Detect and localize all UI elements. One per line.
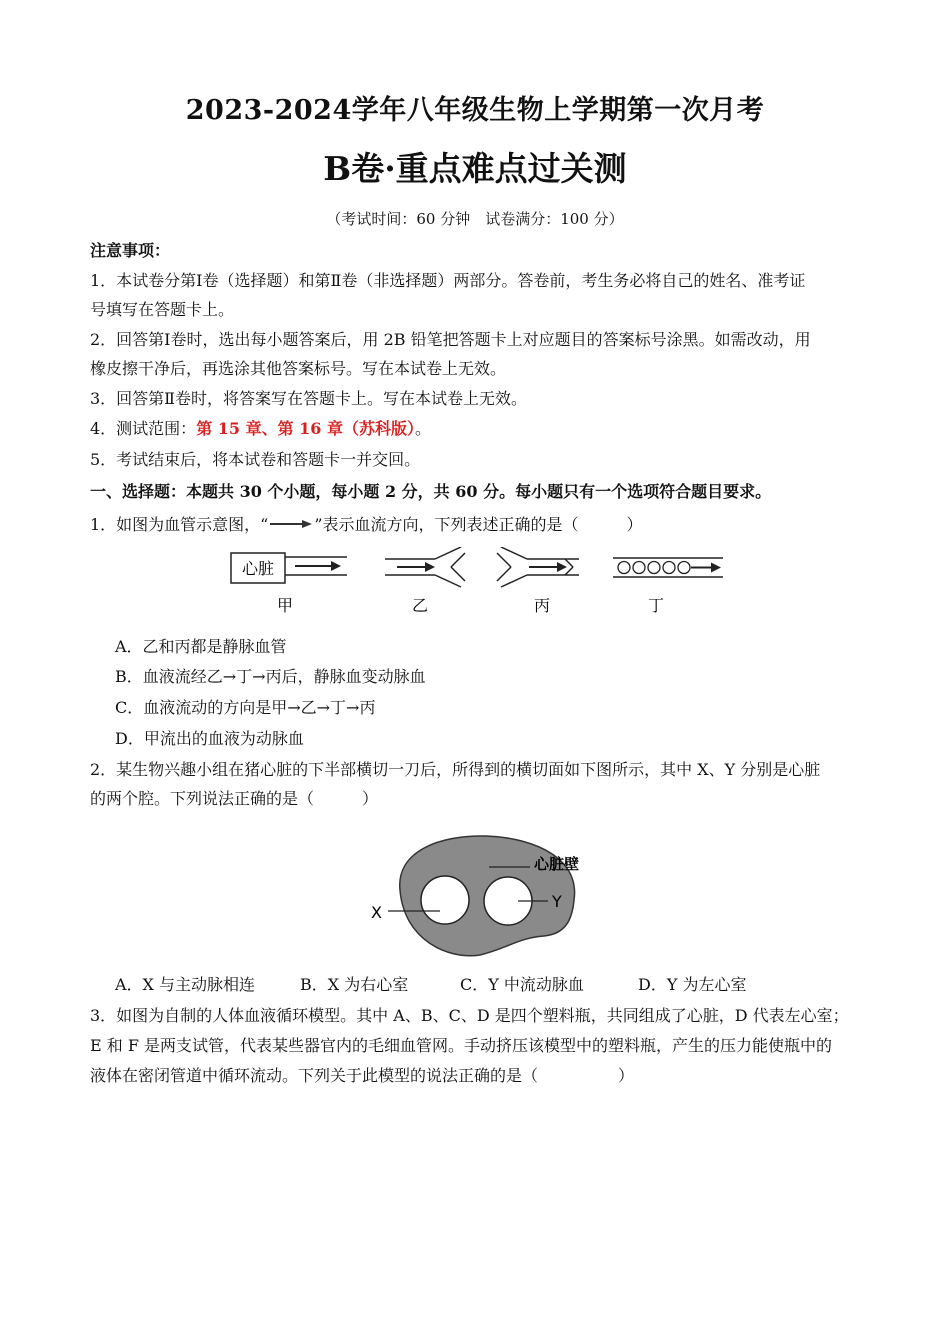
notes-heading: 注意事项：: [90, 241, 171, 260]
note-2-line-2: 橡皮擦干净后，再选涂其他答案标号。写在本试卷上无效。: [90, 359, 507, 378]
q2-option-c: C．Y 中流动脉血: [460, 975, 584, 994]
q3-line-3: 液体在密闭管道中循环流动。下列关于此模型的说法正确的是（ ）: [90, 1066, 635, 1085]
q2-stem-line-2: 的两个腔。下列说法正确的是（ ）: [90, 789, 379, 808]
heart-label: 心脏: [241, 559, 275, 578]
vessel-bing: [497, 547, 579, 587]
note-1-line-1: 1．本试卷分第Ⅰ卷（选择题）和第Ⅱ卷（非选择题）两部分。答卷前，考生务必将自己的姓名、准考证: [90, 271, 806, 290]
section-1-heading-part1: 一、选择题：本题共 30 个小题，每小题 2 分，共 60 分。每小题: [90, 482, 564, 501]
q1-stem: [90, 515, 643, 535]
exam-title: 2023-2024学年八年级生物上学期第一次月考: [185, 95, 765, 126]
q2-stem-line-1: 2．某生物兴趣小组在猪心脏的下半部横切一刀后，所得到的横切面如下图所示，其中 X、Y 分别是心脏: [90, 760, 821, 779]
q1-option-b: B．血液流经乙→丁→丙后，静脉血变动脉血: [115, 667, 426, 686]
exam-subtitle: B卷·重点难点过关测: [323, 149, 627, 188]
q1-stem-prefix: 1．如图为血管示意图，“: [90, 515, 269, 534]
q3-line-2: E 和 F 是两支试管，代表某些器官内的毛细血管网。手动挤压该模型中的塑料瓶，产生的压力能使瓶中的: [90, 1036, 833, 1055]
flow-arrow-icon: [268, 517, 314, 531]
vessel-yi: [385, 547, 465, 587]
blood-vessel-figure: [225, 547, 735, 619]
note-5: 5．考试结束后，将本试卷和答题卡一并交回。: [90, 450, 421, 469]
exam-info: （考试时间：60 分钟 试卷满分：100 分）: [326, 210, 624, 228]
chamber-x: [421, 876, 469, 924]
note-3: 3．回答第Ⅱ卷时，将答案写在答题卡上。写在本试卷上无效。: [90, 389, 528, 408]
x-label: X: [371, 903, 382, 922]
note-4-prefix: 4．测试范围：: [90, 419, 197, 438]
label-ding: 丁: [647, 596, 665, 615]
heart-wall-label: 心脏壁: [534, 855, 580, 873]
y-label: Y: [552, 892, 562, 911]
heart-cross-section-figure: [368, 830, 598, 962]
q1-option-c: C．血液流动的方向是甲→乙→丁→丙: [115, 698, 376, 717]
note-1-line-2: 号填写在答题卡上。: [90, 300, 235, 319]
label-bing: 丙: [533, 596, 551, 615]
test-range: 第 15 章、第 16 章（苏科版）: [196, 419, 416, 438]
q1-option-d: D．甲流出的血液为动脉血: [115, 729, 304, 748]
q2-option-d: D．Y 为左心室: [638, 975, 747, 994]
note-4-suffix: 。: [415, 419, 432, 438]
section-1-heading-part2: 只有一个选项符合题目要求。: [563, 482, 772, 501]
note-2-line-1: 2．回答第Ⅰ卷时，选出每小题答案后，用 2B 铅笔把答题卡上对应题目的答案标号涂黑。如需改动，用: [90, 330, 811, 349]
label-yi: 乙: [411, 596, 429, 615]
label-jia: 甲: [276, 596, 294, 615]
vessel-jia: [231, 553, 347, 583]
q1-stem-suffix: ”表示血流方向，下列表述正确的是（ ）: [314, 515, 643, 534]
q1-option-a: A．乙和丙都是静脉血管: [115, 637, 287, 656]
vessel-ding: [613, 558, 723, 577]
section-1-heading: [90, 482, 771, 502]
q2-option-b: B．X 为右心室: [300, 975, 409, 994]
q2-option-a: A．X 与主动脉相连: [115, 975, 256, 994]
q3-line-1: 3．如图为自制的人体血液循环模型。其中 A、B、C、D 是四个塑料瓶，共同组成了心脏，D 代表左心室；: [90, 1006, 849, 1025]
note-4: [90, 419, 431, 439]
